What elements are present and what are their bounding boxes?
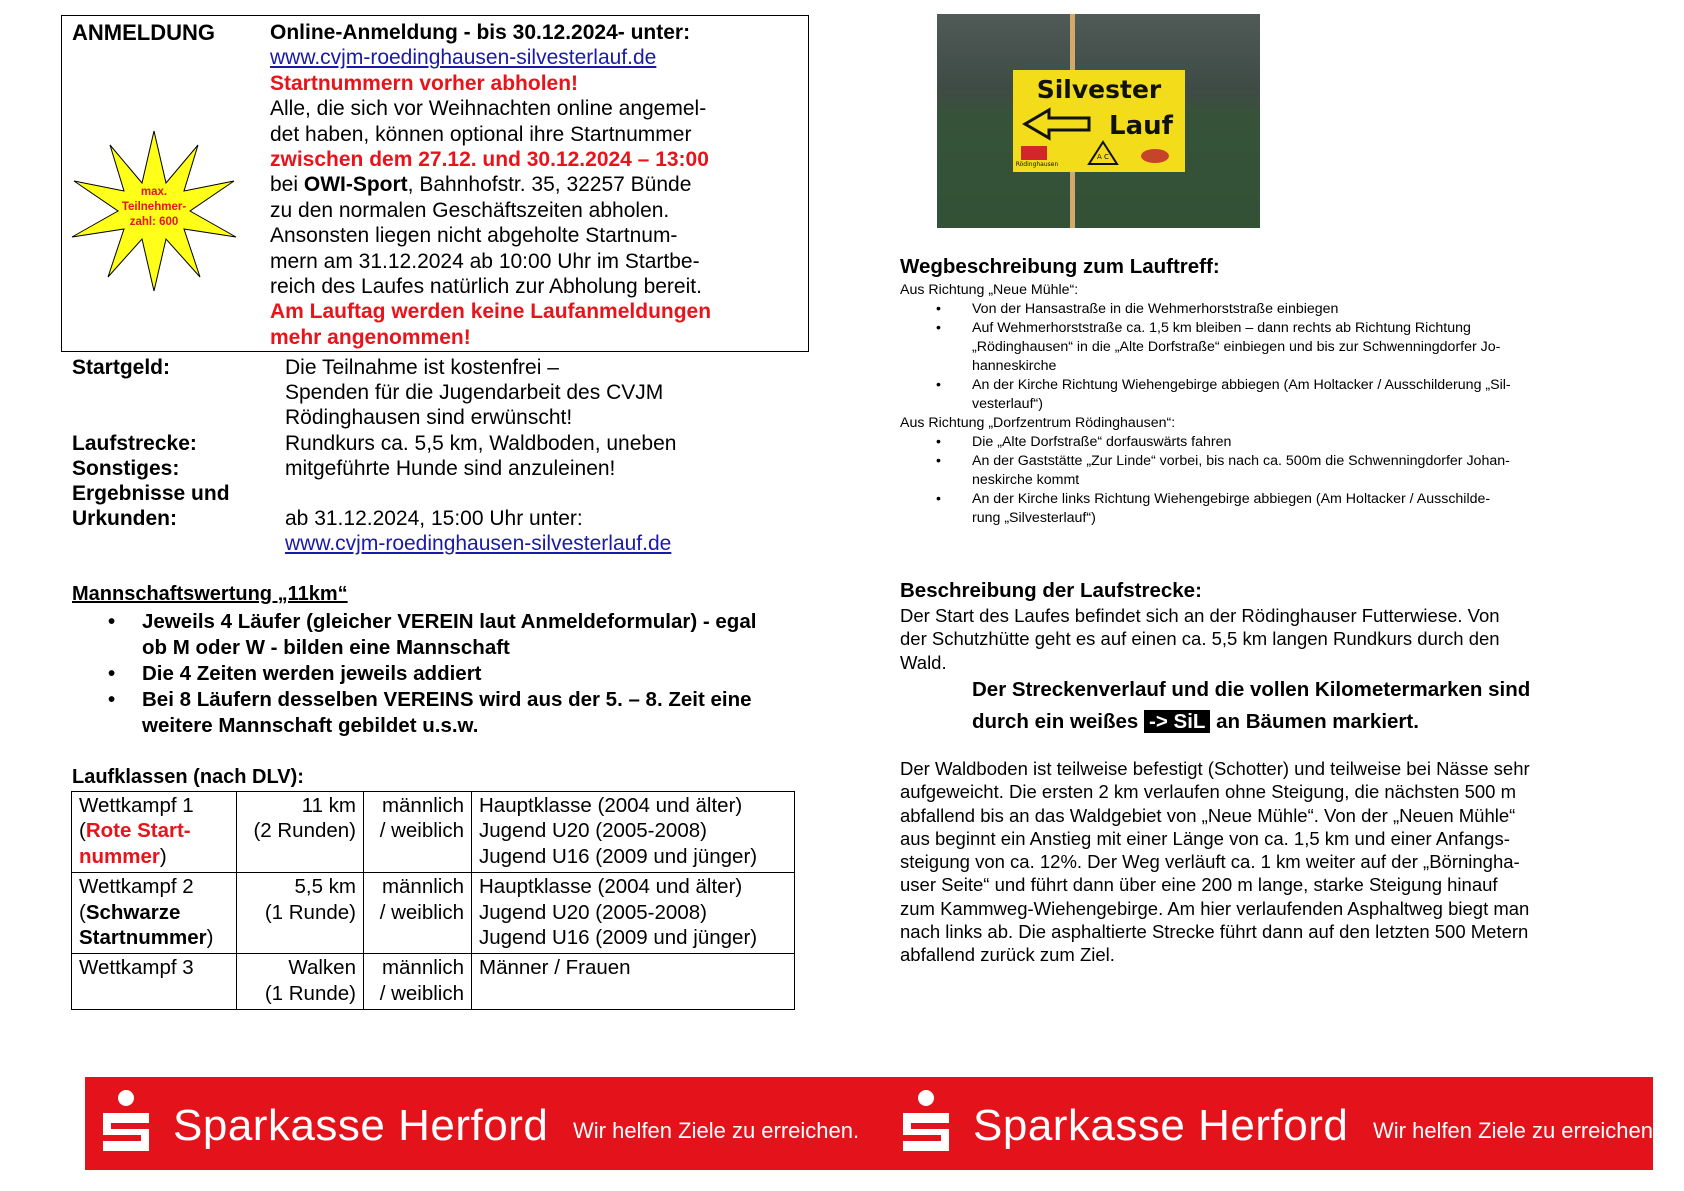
pickup-location: bei OWI-Sport, Bahnhofstr. 35, 32257 Bünde <box>270 173 692 197</box>
fee-text: Spenden für die Jugendarbeit des CVJM <box>285 381 664 404</box>
team-scoring-heading: Mannschaftswertung „11km“ <box>72 583 348 605</box>
course-intro: Der Start des Laufes befindet sich an der Rödinghauser Futterwiese. Von der Schutzhütte geht es auf einen ca. 5,5 km langen Rundkurs durch den Wald. <box>900 605 1500 673</box>
list-item: • Bei 8 Läufern desselben VEREINS wird aus der 5. – 8. Zeit eine weitere Mannschaft gebildet u.s.w. <box>100 687 820 739</box>
list-item: • An der Kirche Richtung Wiehengebirge abbiegen (Am Holtacker / Ausschilderung „Sil- vesterlauf“) <box>900 376 1600 414</box>
table-cell: Hauptklasse (2004 und älter) Jugend U20 (2005-2008) Jugend U16 (2009 und jünger) <box>472 792 795 873</box>
table-cell: Hauptklasse (2004 und älter) Jugend U20 (2005-2008) Jugend U16 (2009 und jünger) <box>472 873 795 954</box>
list-item: • Die 4 Zeiten werden jeweils addiert <box>100 661 820 687</box>
text-line: det haben, können optional ihre Startnummer <box>270 122 692 146</box>
sponsor-block <box>885 1077 1660 1170</box>
shop-name: OWI-Sport <box>303 173 408 197</box>
table-cell: männlich / weiblich <box>364 954 472 1010</box>
table-cell: Wettkampf 1 (Rote Start- nummer) <box>72 792 237 873</box>
svg-text:Lauf: Lauf <box>1109 111 1173 141</box>
startnumber-notice: Startnummern vorher abholen! <box>270 71 579 95</box>
list-item: • An der Gaststätte „Zur Linde“ vorbei, bis nach ca. 500m die Schwenningdorfer Johan- neskirche kommt <box>900 452 1600 490</box>
max-participants-starburst: max. Teilnehmer- zahl: 600 <box>68 125 240 297</box>
fee-label: Startgeld: <box>72 356 171 379</box>
sponsor-slogan: Wir helfen Ziele zu erreichen. <box>573 1118 860 1143</box>
route-label: Laufstrecke: <box>72 432 197 455</box>
pickup-dates: zwischen dem 27.12. und 30.12.2024 – 13:00 <box>270 148 709 172</box>
no-registration-notice-2: mehr angenommen! <box>270 325 471 349</box>
sponsor-banner <box>85 1077 1660 1170</box>
directions-heading: Wegbeschreibung zum Lauftreff: <box>900 255 1220 278</box>
registration-deadline: Online-Anmeldung - bis 30.12.2024- unter: <box>270 21 691 44</box>
table-cell: männlich / weiblich <box>364 873 472 954</box>
text-line: zu den normalen Geschäftszeiten abholen. <box>270 198 670 222</box>
table-row <box>72 792 795 873</box>
table-cell: 11 km (2 Runden) <box>237 792 364 873</box>
list-item: • An der Kirche links Richtung Wiehengebirge abbiegen (Am Holtacker / Ausschilde- rung „Silvesterlauf“) <box>900 490 1600 528</box>
fee-text: Rödinghausen sind erwünscht! <box>285 406 573 429</box>
course-marking-note: Der Streckenverlauf und die vollen Kilometermarken sind durch ein weißes -> SiL an Bäumen markiert. <box>972 678 1531 733</box>
table-cell: Männer / Frauen <box>472 954 795 1010</box>
text-line: Ansonsten liegen nicht abgeholte Startnum- <box>270 224 678 248</box>
fee-text: Die Teilnahme ist kostenfrei – <box>285 356 559 379</box>
classes-heading: Laufklassen (nach DLV): <box>72 766 304 788</box>
svg-text:Silvester: Silvester <box>1036 75 1162 104</box>
table-row <box>72 954 795 1010</box>
table-cell: Wettkampf 2 (Schwarze Startnummer) <box>72 873 237 954</box>
directions-subheading-2: Aus Richtung „Dorfzentrum Rödinghausen“: <box>900 415 1176 431</box>
sponsor-slogan: Wir helfen Ziele zu erreichen. <box>1373 1118 1660 1143</box>
classes-table <box>71 791 795 1010</box>
results-text: ab 31.12.2024, 15:00 Uhr unter: <box>285 507 583 530</box>
silvesterlauf-sign-image <box>937 14 1260 228</box>
sponsor-name: Sparkasse Herford <box>173 1101 549 1150</box>
course-description: Der Waldboden ist teilweise befestigt (Schotter) und teilweise bei Nässe sehr aufgeweicht. Die ersten 2 km verlaufen ohne Steigung, die nächsten 500 m abfallend bis an das Waldgebiet von „Neue Mühle“. Von der „Neuen Mühle“ aus beginnt ein Anstieg mit einer Länge von ca. 1,5 km und einer Anfangs- steigung von ca. 12%. Der Weg verläuft ca. 1 km weiter auf der „Börningha- user Seite“ und führt dann über eine 200 m lange, starke Steigung hinauf zum Kammweg-Wiehengebirge. Am hier verlaufenden Asphaltweg biegt man nach links ab. Die asphaltierte Strecke führt dann auf den letzten 500 Metern abfallend zurück zum Ziel. <box>900 758 1530 966</box>
sparkasse-logo-icon <box>895 1089 957 1159</box>
sil-marker-tag: -> SiL <box>1144 710 1210 733</box>
results-link[interactable]: www.cvjm-roedinghausen-silvesterlauf.de <box>285 532 672 555</box>
list-item: • Von der Hansastraße in die Wehmerhorststraße einbiegen <box>900 300 1600 319</box>
text-line: reich des Laufes natürlich zur Abholung bereit. <box>270 275 702 299</box>
list-item: • Jeweils 4 Läufer (gleicher VEREIN laut Anmeldeformular) - egal ob M oder W - bilden eine Mannschaft <box>100 609 820 661</box>
table-cell: 5,5 km (1 Runde) <box>237 873 364 954</box>
sponsor-block <box>85 1077 869 1170</box>
svg-text:A C: A C <box>1097 153 1109 161</box>
svg-text:Rödinghausen: Rödinghausen <box>1015 161 1059 168</box>
text-line: mern am 31.12.2024 ab 10:00 Uhr im Startbe- <box>270 249 700 273</box>
team-scoring-list <box>100 609 820 739</box>
text-line: Alle, die sich vor Weihnachten online angemel- <box>270 97 707 121</box>
sign-photo <box>937 14 1260 228</box>
directions-list-2 <box>900 433 1600 528</box>
registration-link[interactable]: www.cvjm-roedinghausen-silvesterlauf.de <box>270 46 657 70</box>
table-cell: Wettkampf 3 <box>72 954 237 1010</box>
route-text: Rundkurs ca. 5,5 km, Waldboden, uneben <box>285 432 677 455</box>
table-cell: männlich / weiblich <box>364 792 472 873</box>
table-cell: Walken (1 Runde) <box>237 954 364 1010</box>
list-item: • Die „Alte Dorfstraße“ dorfauswärts fahren <box>900 433 1600 452</box>
directions-list-1 <box>900 300 1600 414</box>
registration-label: ANMELDUNG <box>72 20 215 45</box>
sponsor-name: Sparkasse Herford <box>973 1101 1349 1150</box>
sparkasse-logo-icon <box>95 1089 157 1159</box>
misc-label: Sonstiges: <box>72 457 180 480</box>
results-label-2: Urkunden: <box>72 507 177 530</box>
registration-text <box>270 20 810 350</box>
directions-subheading: Aus Richtung „Neue Mühle“: <box>900 282 1079 298</box>
list-item: • Auf Wehmerhorststraße ca. 1,5 km bleiben – dann rechts ab Richtung Richtung „Rödinghausen“ in die „Alte Dorfstraße“ einbiegen und bis zur Schwenningdorfer Jo- hanneskirche <box>900 319 1600 376</box>
table-row <box>72 873 795 954</box>
misc-text: mitgeführte Hunde sind anzuleinen! <box>285 457 616 480</box>
course-heading: Beschreibung der Laufstrecke: <box>900 579 1202 602</box>
results-label: Ergebnisse und <box>72 482 230 505</box>
no-registration-notice: Am Lauftag werden keine Laufanmeldungen <box>270 300 712 324</box>
